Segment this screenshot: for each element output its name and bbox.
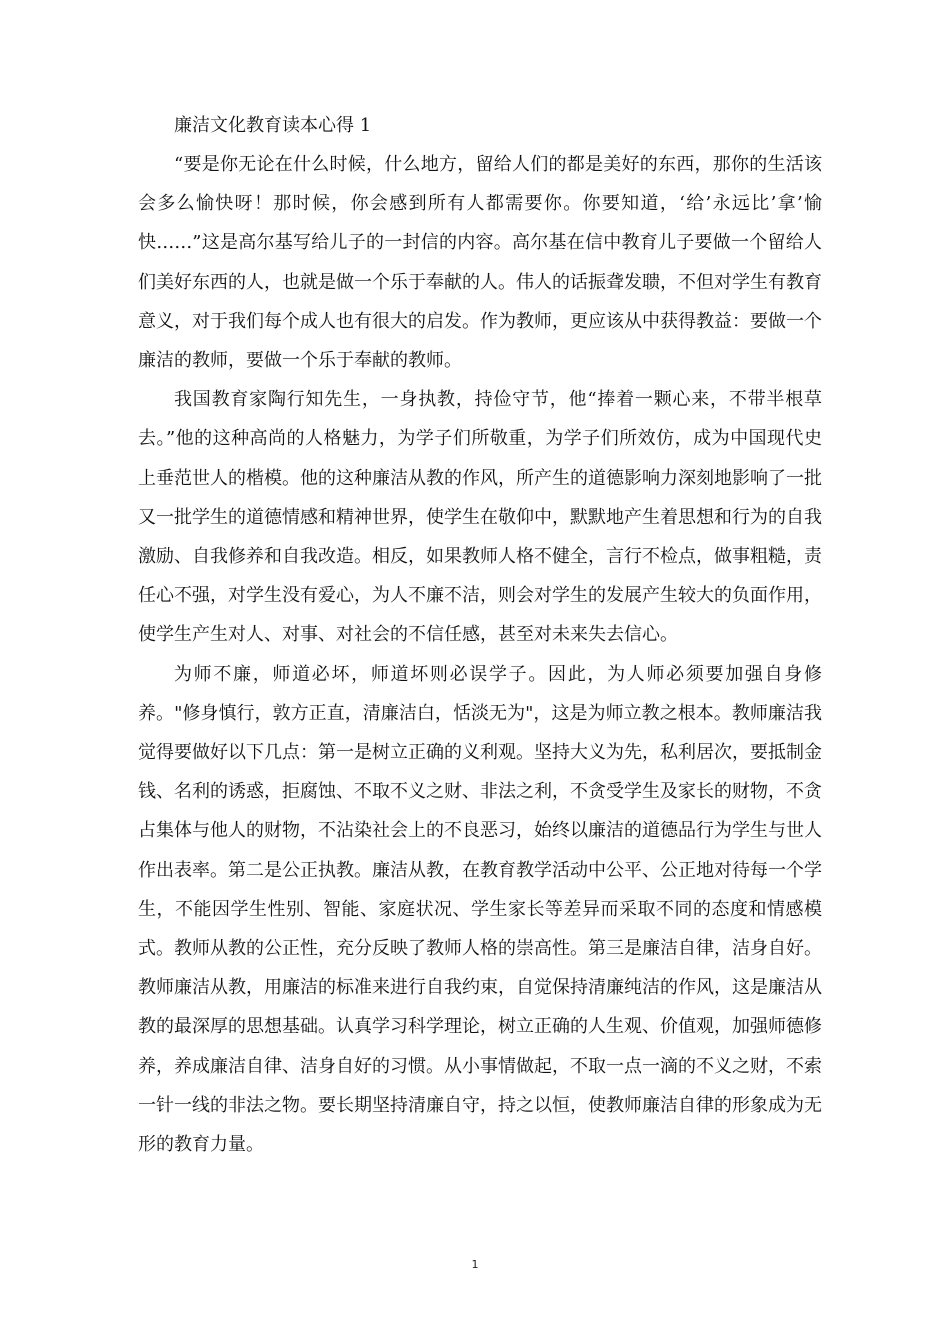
paragraph-2: 我国教育家陶行知先生，一身执教，持俭守节，他“捧着一颗心来，不带半根草去。”他的这种高尚的人格魅力，为学子们所敬重，为学子们所效仿，成为中国现代史上垂范世人的楷模。他的这种廉洁从教的作风，所产生的道德影响力深刻地影响了一批又一批学生的道德情感和精神世界，使学生在敬仰中，默默地产生着思想和行为的自我激励、自我修养和自我改造。相反，如果教师人格不健全，言行不检点，做事粗糙，责任心不强，对学生没有爱心，为人不廉不洁，则会对学生的发展产生较大的负面作用，使学生产生对人、对事、对社会的不信任感，甚至对未来失去信心。 (138, 389, 822, 646)
paragraph-3: 为师不廉，师道必坏，师道坏则必误学子。因此，为人师必须要加强自身修养。"修身慎行，敦方正直，清廉洁白，恬淡无为"，这是为师立教之根本。教师廉洁我觉得要做好以下几点：第一是树立正确的义利观。坚持大义为先，私利居次，要抵制金钱、名利的诱惑，拒腐蚀、不取不义之财、非法之利，不贪受学生及家长的财物，不贪占集体与他人的财物，不沾染社会上的不良恶习，始终以廉洁的道德品行为学生与世人作出表率。第二是公正执教。廉洁从教，在教育教学活动中公平、公正地对待每一个学生，不能因学生性别、智能、家庭状况、学生家长等差异而采取不同的态度和情感模式。教师从教的公正性，充分反映了教师人格的崇高性。第三是廉洁自律，洁身自好。教师廉洁从教，用廉洁的标准来进行自我约束，自觉保持清廉纯洁的作风，这是廉洁从教的最深厚的思想基础。认真学习科学理论，树立正确的人生观、价值观，加强师德修养，养成廉洁自律、洁身自好的习惯。从小事情做起，不取一点一滴的不义之财，不索一针一线的非法之物。要长期坚持清廉自守，持之以恒，使教师廉洁自律的形象成为无形的教育力量。 (138, 663, 822, 1156)
document-body (138, 106, 822, 1164)
document-title: 廉洁文化教育读本心得 1 (174, 115, 372, 136)
paragraph-1: “要是你无论在什么时候，什么地方，留给人们的都是美好的东西，那你的生活该会多么愉快呀！那时候，你会感到所有人都需要你。你要知道，‘给’永远比’拿’愉快……”这是高尔基写给儿子的一封信的内容。高尔基在信中教育儿子要做一个留给人们美好东西的人，也就是做一个乐于奉献的人。伟人的话振聋发聩，不但对学生有教育意义，对于我们每个成人也有很大的启发。作为教师，更应该从中获得教益：要做一个廉洁的教师，要做一个乐于奉献的教师。 (138, 154, 822, 372)
page-number: 1 (471, 1258, 479, 1271)
